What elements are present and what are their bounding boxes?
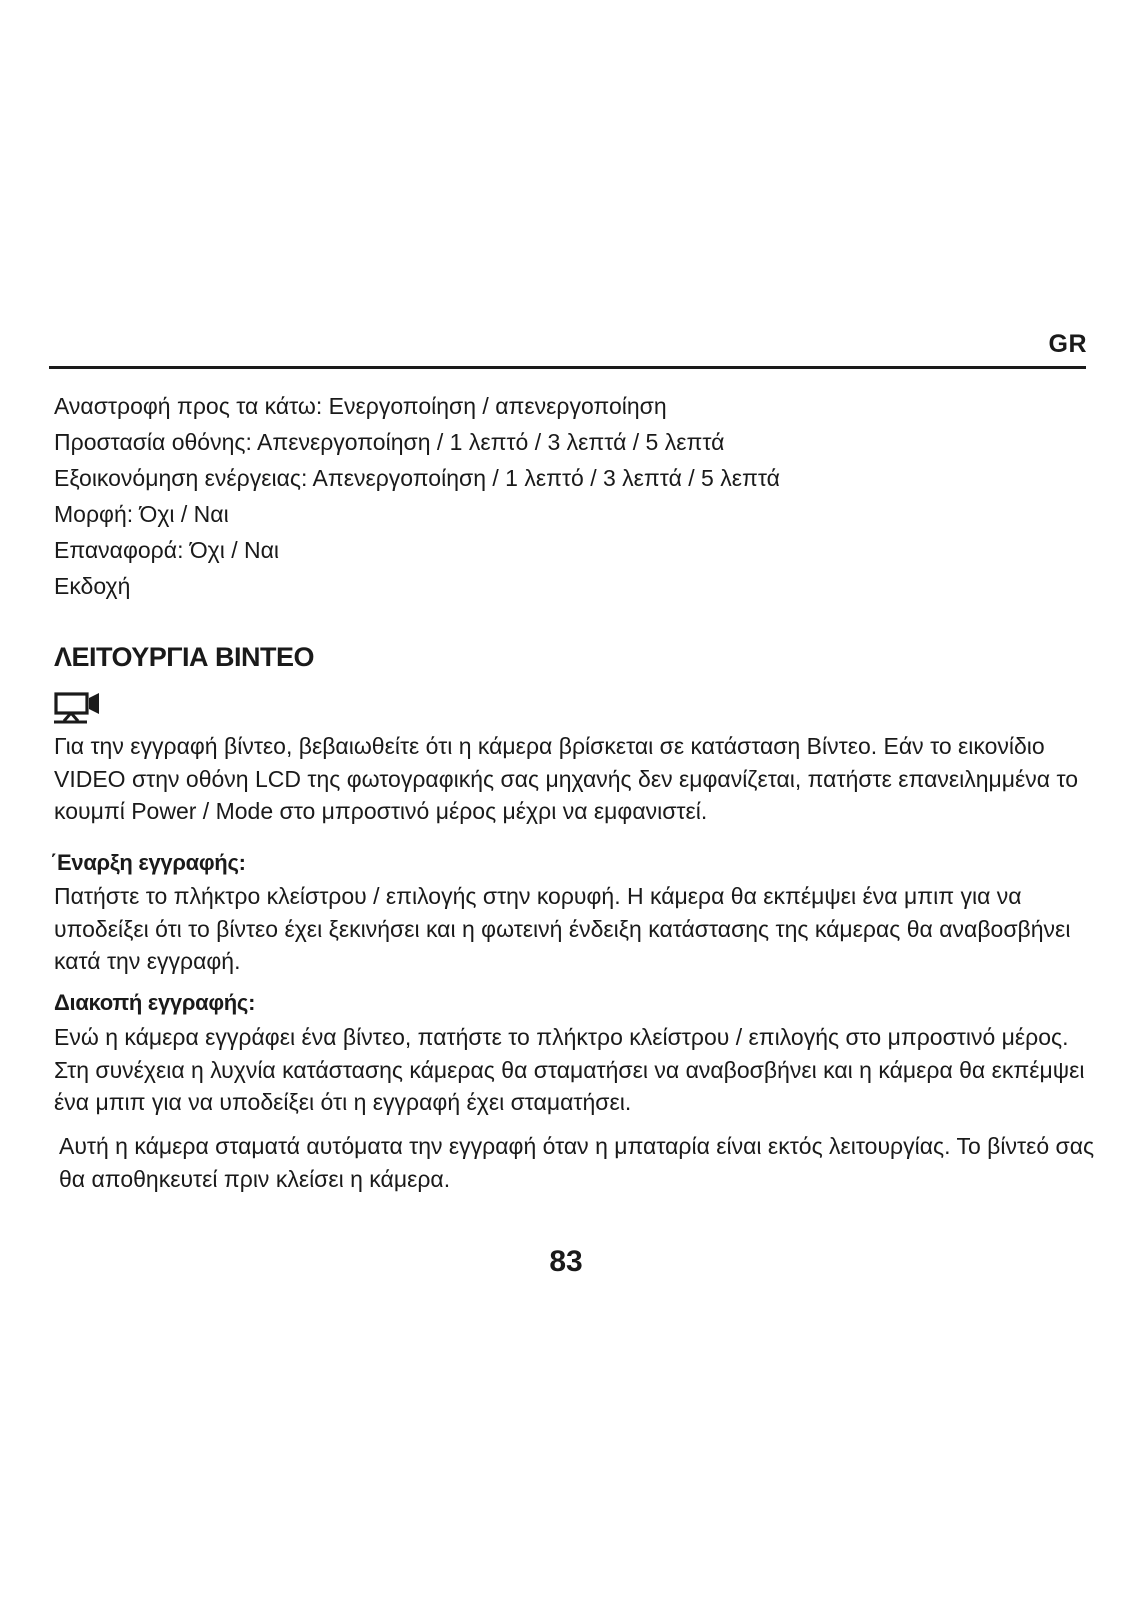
settings-item-reset: Επαναφορά: Όχι / Ναι: [54, 537, 280, 563]
page-number: 83: [549, 1245, 583, 1278]
settings-item-flip: Αναστροφή προς τα κάτω: Ενεργοποίηση / απενεργοποίηση: [54, 393, 667, 419]
battery-note-paragraph: Αυτή η κάμερα σταματά αυτόματα την εγγραφή όταν η μπαταρία είναι εκτός λειτουργίας. Το βίντεό σας θα αποθηκευτεί πριν κλείσει η κάμερα.: [59, 1133, 1095, 1192]
section-title: ΛΕΙΤΟΥΡΓΙΑ ΒΙΝΤΕΟ: [54, 642, 315, 672]
settings-list: [54, 388, 780, 604]
stop-recording-title: Διακοπή εγγραφής:: [54, 990, 256, 1015]
video-camera-icon: [54, 690, 102, 726]
start-recording-title: ΄Εναρξη εγγραφής:: [50, 850, 246, 875]
header-rule: [49, 366, 1086, 369]
settings-item-screensaver: Προστασία οθόνης: Απενεργοποίηση / 1 λεπτό / 3 λεπτά / 5 λεπτά: [54, 429, 725, 455]
settings-item-format: Μορφή: Όχι / Ναι: [54, 501, 229, 527]
stop-recording-paragraph: Ενώ η κάμερα εγγράφει ένα βίντεο, πατήστε το πλήκτρο κλείστρου / επιλογής στο μπροστινό μέρος. Στη συνέχεια η λυχνία κατάστασης κάμερας θα σταματήσει να αναβοσβήνει και η κάμερα θα εκπέμψει ένα μπιπ για να υποδείξει ότι η εγγραφή έχει σταματήσει.: [54, 1024, 1085, 1115]
settings-item-version: Εκδοχή: [54, 573, 131, 599]
start-recording-paragraph: Πατήστε το πλήκτρο κλείστρου / επιλογής στην κορυφή. Η κάμερα θα εκπέμψει ένα μπιπ για να υποδείξει ότι το βίντεο έχει ξεκινήσει και η φωτεινή ένδειξη κατάστασης της κάμερας θα αναβοσβήνει κατά την εγγραφή.: [54, 883, 1071, 974]
settings-item-power-saving: Εξοικονόμηση ενέργειας: Απενεργοποίηση / 1 λεπτό / 3 λεπτά / 5 λεπτά: [54, 465, 780, 491]
language-tag: GR: [1048, 330, 1087, 358]
intro-paragraph: Για την εγγραφή βίντεο, βεβαιωθείτε ότι η κάμερα βρίσκεται σε κατάσταση Βίντεο. Εάν το εικονίδιο VIDEO στην οθόνη LCD της φωτογραφικής σας μηχανής δεν εμφανίζεται, πατήστε επανειλημμένα το κουμπί Power / Mode στο μπροστινό μέρος μέχρι να εμφανιστεί.: [54, 733, 1079, 824]
